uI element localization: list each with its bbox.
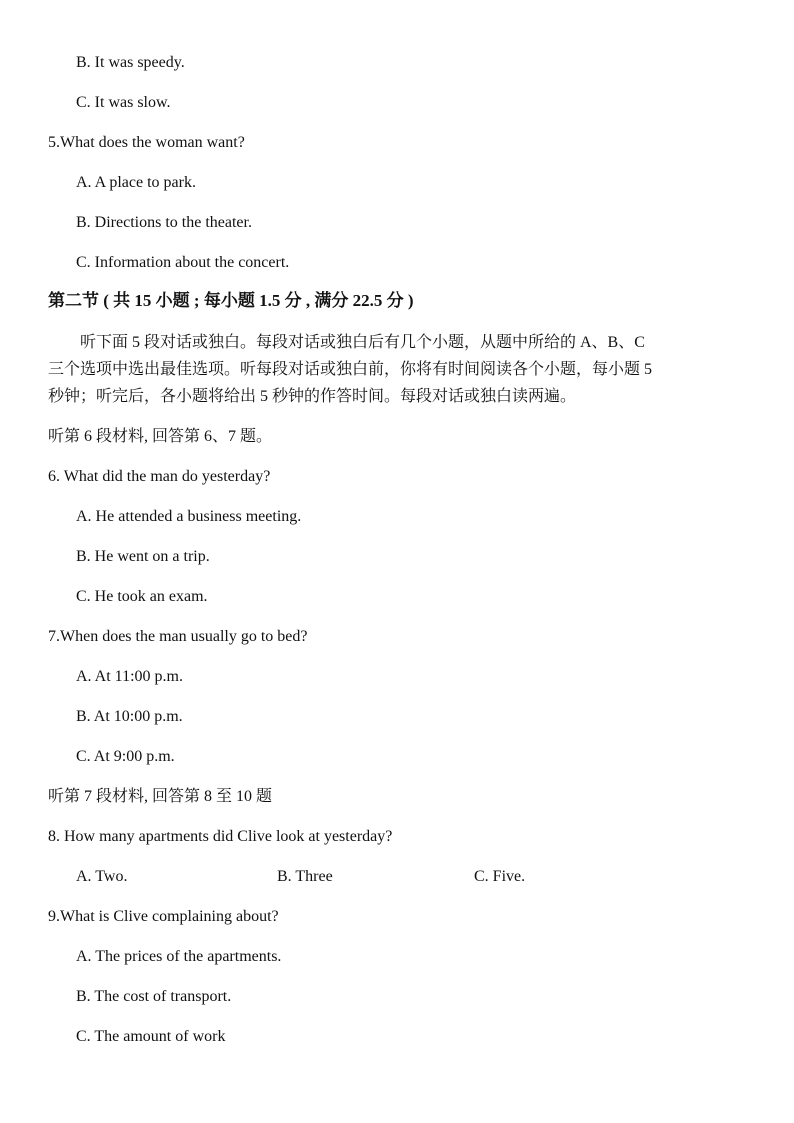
q8-option-a: A. Two.: [76, 868, 128, 885]
q7-option-c: C. At 9:00 p.m.: [76, 748, 175, 765]
q9-option-a: A. The prices of the apartments.: [76, 948, 282, 965]
material6-label: 听第 6 段材料, 回答第 6、7 题。: [48, 428, 273, 445]
instructions-line-1: 听下面 5 段对话或独白。每段对话或独白后有几个小题，从题中所给的 A、B、C: [80, 334, 645, 351]
q5-option-b: B. Directions to the theater.: [76, 214, 252, 231]
section2-instructions: [48, 329, 748, 410]
q5-option-c: C. Information about the concert.: [76, 254, 290, 271]
q4-option-c: C. It was slow.: [76, 94, 171, 111]
instructions-line-3: 秒钟；听完后，各小题将给出 5 秒钟的作答时间。每段对话或独白读两遍。: [48, 388, 577, 405]
instructions-line-2: 三个选项中选出最佳选项。听每段对话或独白前，你将有时间阅读各个小题，每小题 5: [48, 361, 653, 378]
q8-option-c: C. Five.: [474, 868, 526, 885]
q6-option-b: B. He went on a trip.: [76, 548, 210, 565]
q8-option-b: B. Three: [277, 868, 333, 885]
q5-stem: 5.What does the woman want?: [48, 134, 245, 151]
q7-option-a: A. At 11:00 p.m.: [76, 668, 183, 685]
q9-stem: 9.What is Clive complaining about?: [48, 908, 279, 925]
q7-stem: 7.When does the man usually go to bed?: [48, 628, 308, 645]
section2-heading: 第二节 ( 共 15 小题 ; 每小题 1.5 分 , 满分 22.5 分 ): [48, 291, 414, 310]
q4-option-b: B. It was speedy.: [76, 54, 185, 71]
q6-option-c: C. He took an exam.: [76, 588, 208, 605]
q6-option-a: A. He attended a business meeting.: [76, 508, 302, 525]
q9-option-c: C. The amount of work: [76, 1028, 226, 1045]
q5-option-a: A. A place to park.: [76, 174, 196, 191]
q9-option-b: B. The cost of transport.: [76, 988, 232, 1005]
material7-label: 听第 7 段材料, 回答第 8 至 10 题: [48, 788, 273, 805]
q8-stem: 8. How many apartments did Clive look at yesterday?: [48, 828, 393, 845]
q6-stem: 6. What did the man do yesterday?: [48, 468, 271, 485]
q7-option-b: B. At 10:00 p.m.: [76, 708, 183, 725]
